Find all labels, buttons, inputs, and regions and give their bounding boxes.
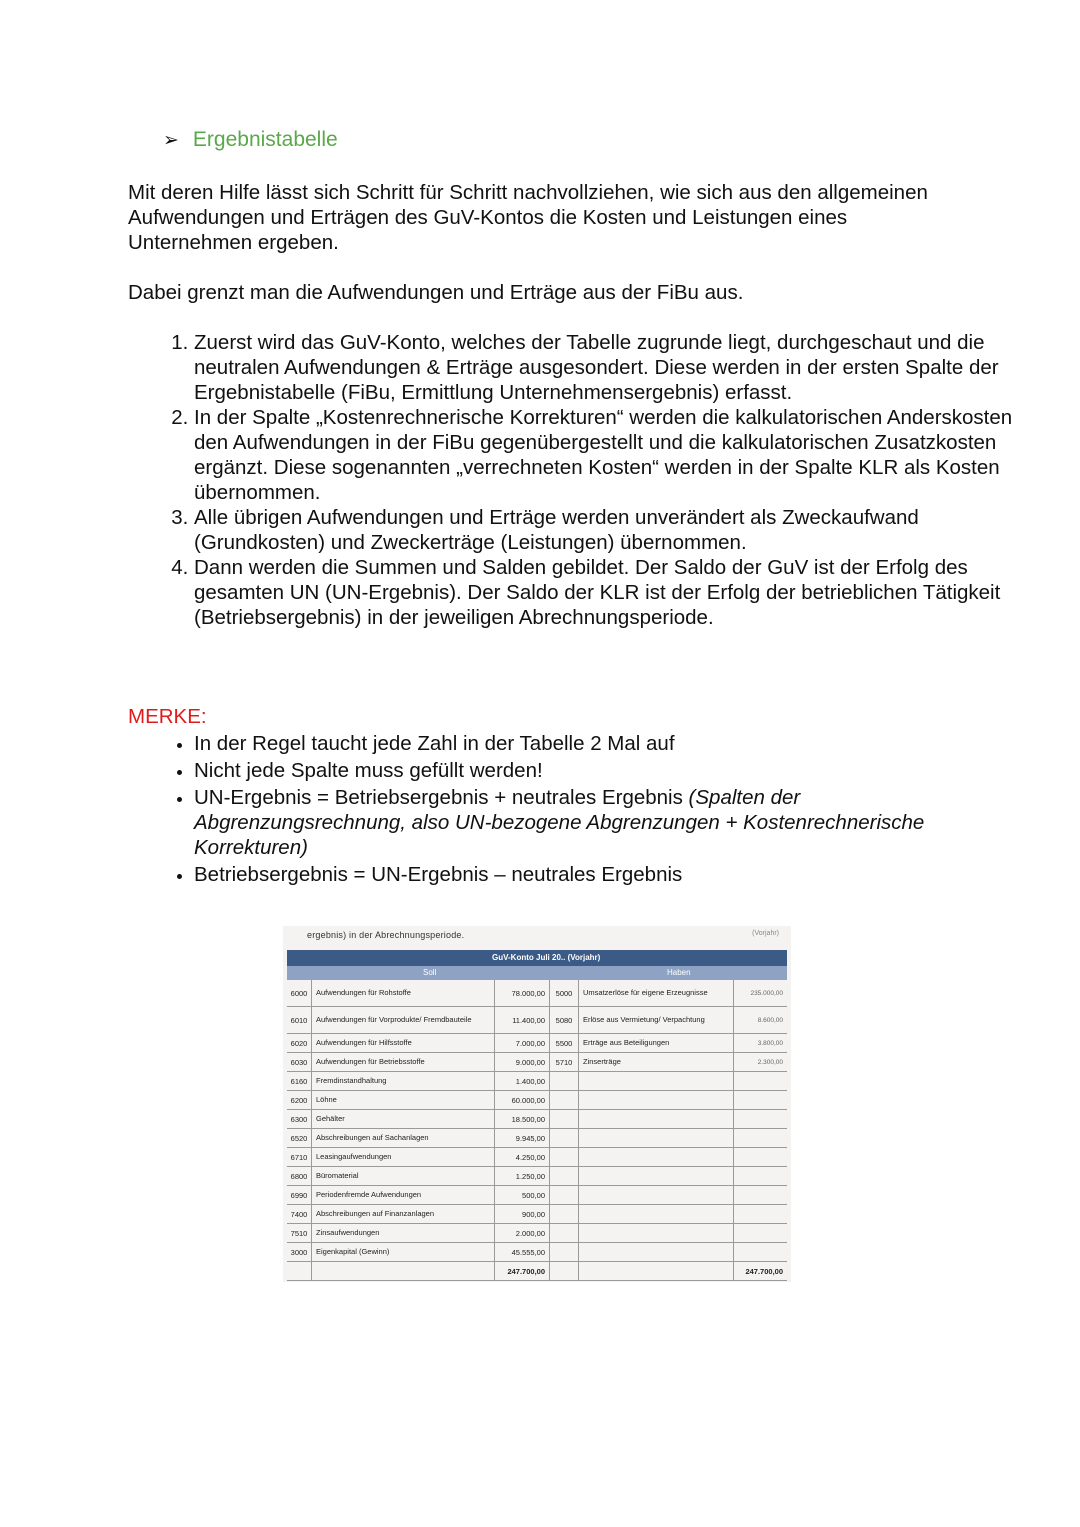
table-row bbox=[287, 1148, 787, 1167]
soll-account: 6200 bbox=[287, 1091, 312, 1109]
haben-amount bbox=[734, 1186, 787, 1204]
table-total-row bbox=[287, 1262, 787, 1281]
soll-account: 3000 bbox=[287, 1243, 312, 1261]
haben-account bbox=[550, 1205, 579, 1223]
haben-account bbox=[550, 1224, 579, 1242]
soll-amount: 78.000,00 bbox=[495, 980, 550, 1006]
haben-account: 5000 bbox=[550, 980, 579, 1006]
section-heading bbox=[163, 128, 338, 152]
haben-account bbox=[550, 1148, 579, 1166]
cropped-caption-right: (Vorjahr) bbox=[752, 930, 779, 937]
soll-account: 6020 bbox=[287, 1034, 312, 1052]
haben-label bbox=[579, 1129, 734, 1147]
merke-item: • Betriebsergebnis = UN-Ergebnis – neutrales Ergebnis bbox=[194, 862, 994, 887]
haben-amount bbox=[734, 1205, 787, 1223]
haben-label bbox=[579, 1148, 734, 1166]
haben-amount bbox=[734, 1148, 787, 1166]
soll-account: 6520 bbox=[287, 1129, 312, 1147]
haben-amount bbox=[734, 1243, 787, 1261]
haben-amount bbox=[734, 1091, 787, 1109]
soll-amount: 7.000,00 bbox=[495, 1034, 550, 1052]
soll-account: 7400 bbox=[287, 1205, 312, 1223]
haben-account: 5500 bbox=[550, 1034, 579, 1052]
soll-label: Aufwendungen für Vorprodukte/ Fremdbauteile bbox=[312, 1007, 495, 1033]
haben-account bbox=[550, 1091, 579, 1109]
haben-account bbox=[550, 1167, 579, 1185]
haben-label bbox=[579, 1091, 734, 1109]
soll-account: 6710 bbox=[287, 1148, 312, 1166]
haben-amount: 2.300,00 bbox=[757, 1058, 783, 1066]
total-soll: 247.700,00 bbox=[495, 1262, 550, 1280]
table-row bbox=[287, 1243, 787, 1262]
table-title: GuV-Konto Juli 20.. (Vorjahr) bbox=[287, 950, 787, 966]
haben-label: Haben bbox=[667, 968, 691, 977]
haben-amount bbox=[734, 1224, 787, 1242]
merke-item: • In der Regel taucht jede Zahl in der Tabelle 2 Mal auf bbox=[194, 731, 994, 756]
table-row bbox=[287, 1110, 787, 1129]
haben-account bbox=[550, 1072, 579, 1090]
soll-amount: 60.000,00 bbox=[495, 1091, 550, 1109]
soll-account: 6160 bbox=[287, 1072, 312, 1090]
soll-account: 6300 bbox=[287, 1110, 312, 1128]
soll-amount: 2.000,00 bbox=[495, 1224, 550, 1242]
soll-amount: 1.250,00 bbox=[495, 1167, 550, 1185]
haben-label bbox=[579, 1243, 734, 1261]
cropped-caption: ergebnis) in der Abrechnungsperiode. bbox=[307, 930, 465, 940]
table-row bbox=[287, 1129, 787, 1148]
table-row bbox=[287, 1186, 787, 1205]
haben-label bbox=[579, 1167, 734, 1185]
haben-amount bbox=[734, 1167, 787, 1185]
haben-label bbox=[579, 1224, 734, 1242]
table-row bbox=[287, 1167, 787, 1186]
soll-label: Eigenkapital (Gewinn) bbox=[312, 1243, 495, 1261]
soll-label: Abschreibungen auf Sachanlagen bbox=[312, 1129, 495, 1147]
haben-amount bbox=[734, 1110, 787, 1128]
soll-label: Fremdinstandhaltung bbox=[312, 1072, 495, 1090]
steps-list bbox=[128, 330, 1024, 630]
merke-list bbox=[128, 731, 994, 889]
soll-amount: 45.555,00 bbox=[495, 1243, 550, 1261]
soll-amount: 18.500,00 bbox=[495, 1110, 550, 1128]
haben-amount: 235.000,00 bbox=[750, 989, 783, 997]
merke-title: MERKE: bbox=[128, 705, 207, 728]
merke-formula: UN-Ergebnis = Betriebsergebnis + neutrales Ergebnis bbox=[194, 786, 689, 809]
haben-label bbox=[579, 1186, 734, 1204]
soll-label: Leasingaufwendungen bbox=[312, 1148, 495, 1166]
soll-account: 6800 bbox=[287, 1167, 312, 1185]
arrow-bullet-icon: ➢ bbox=[163, 130, 179, 151]
table-row bbox=[287, 1224, 787, 1243]
guv-table bbox=[287, 950, 787, 1281]
haben-account bbox=[550, 1186, 579, 1204]
haben-label: Zinserträge bbox=[579, 1053, 734, 1071]
table-row bbox=[287, 1205, 787, 1224]
soll-amount: 9.945,00 bbox=[495, 1129, 550, 1147]
haben-account bbox=[550, 1243, 579, 1261]
haben-amount bbox=[734, 1072, 787, 1090]
haben-label: Erträge aus Beteiligungen bbox=[579, 1034, 734, 1052]
soll-amount: 1.400,00 bbox=[495, 1072, 550, 1090]
intro-paragraph: Mit deren Hilfe lässt sich Schritt für Schritt nachvollziehen, wie sich aus den allgemeinen Aufwendungen und Erträgen des GuV-Kontos die Kosten und Leistungen eines Unternehmen ergeben. bbox=[128, 181, 928, 254]
step-item: 4. Dann werden die Summen und Salden gebildet. Der Saldo der GuV ist der Erfolg des gesamten UN (UN-Ergebnis). Der Saldo der KLR ist der Erfolg der betrieblichen Tätigkeit (Betriebsergebnis) in der jeweiligen Abrechnungsperiode. bbox=[194, 555, 1024, 630]
table-row bbox=[287, 1007, 787, 1034]
soll-amount: 500,00 bbox=[495, 1186, 550, 1204]
haben-label bbox=[579, 1072, 734, 1090]
step-item: 2. In der Spalte „Kostenrechnerische Korrekturen“ werden die kalkulatorischen Anderskosten den Aufwendungen in der FiBu gegenübergestellt und die kalkulatorischen Zusatzkosten ergänzt. Diese sogenannten „verrechneten Kosten“ werden in der Spalte KLR als Kosten übernommen. bbox=[194, 405, 1024, 505]
soll-account: 7510 bbox=[287, 1224, 312, 1242]
soll-label: Periodenfremde Aufwendungen bbox=[312, 1186, 495, 1204]
haben-amount bbox=[734, 1129, 787, 1147]
step-item: 1. Zuerst wird das GuV-Konto, welches der Tabelle zugrunde liegt, durchgeschaut und die neutralen Aufwendungen & Erträge ausgesondert. Diese werden in der ersten Spalte der Ergebnistabelle (FiBu, Ermittlung Unternehmensergebnis) erfasst. bbox=[194, 330, 1024, 405]
haben-label: Umsatzerlöse für eigene Erzeugnisse bbox=[579, 980, 734, 1006]
merke-item: • Nicht jede Spalte muss gefüllt werden! bbox=[194, 758, 994, 783]
soll-account: 6000 bbox=[287, 980, 312, 1006]
soll-label: Aufwendungen für Hilfsstoffe bbox=[312, 1034, 495, 1052]
table-row bbox=[287, 1091, 787, 1110]
haben-account: 5710 bbox=[550, 1053, 579, 1071]
soll-amount: 9.000,00 bbox=[495, 1053, 550, 1071]
merke-note: (Spalten der Abgrenzungsrechnung, also UN-bezogene Abgrenzungen + Kostenrechnerische Korrekturen) bbox=[194, 786, 925, 859]
table-row bbox=[287, 980, 787, 1007]
soll-account: 6030 bbox=[287, 1053, 312, 1071]
heading-text: Ergebnistabelle bbox=[192, 128, 338, 151]
soll-label: Zinsaufwendungen bbox=[312, 1224, 495, 1242]
soll-label: Gehälter bbox=[312, 1110, 495, 1128]
soll-amount: 900,00 bbox=[495, 1205, 550, 1223]
haben-amount: 8.600,00 bbox=[757, 1016, 783, 1024]
haben-account bbox=[550, 1129, 579, 1147]
haben-label: Erlöse aus Vermietung/ Verpachtung bbox=[579, 1007, 734, 1033]
table-row bbox=[287, 1072, 787, 1091]
haben-account bbox=[550, 1110, 579, 1128]
guv-konto-photo bbox=[283, 926, 791, 1282]
soll-label: Aufwendungen für Rohstoffe bbox=[312, 980, 495, 1006]
step-item: 3. Alle übrigen Aufwendungen und Erträge werden unverändert als Zweckaufwand (Grundkosten) und Zweckerträge (Leistungen) übernommen. bbox=[194, 505, 1024, 555]
soll-account: 6990 bbox=[287, 1186, 312, 1204]
merke-item bbox=[194, 785, 994, 860]
table-body bbox=[287, 980, 787, 1262]
table-row bbox=[287, 1034, 787, 1053]
table-row bbox=[287, 1053, 787, 1072]
soll-amount: 4.250,00 bbox=[495, 1148, 550, 1166]
soll-label: Löhne bbox=[312, 1091, 495, 1109]
soll-amount: 11.400,00 bbox=[495, 1007, 550, 1033]
table-header bbox=[287, 966, 787, 980]
soll-account: 6010 bbox=[287, 1007, 312, 1033]
haben-label bbox=[579, 1205, 734, 1223]
haben-amount: 3.800,00 bbox=[757, 1039, 783, 1047]
haben-account: 5080 bbox=[550, 1007, 579, 1033]
soll-label: Aufwendungen für Betriebsstoffe bbox=[312, 1053, 495, 1071]
haben-label bbox=[579, 1110, 734, 1128]
soll-label: Soll bbox=[423, 968, 437, 977]
soll-label: Abschreibungen auf Finanzanlagen bbox=[312, 1205, 495, 1223]
soll-label: Büromaterial bbox=[312, 1167, 495, 1185]
delimitation-paragraph: Dabei grenzt man die Aufwendungen und Erträge aus der FiBu aus. bbox=[128, 281, 744, 304]
total-haben: 247.700,00 bbox=[745, 1266, 783, 1276]
